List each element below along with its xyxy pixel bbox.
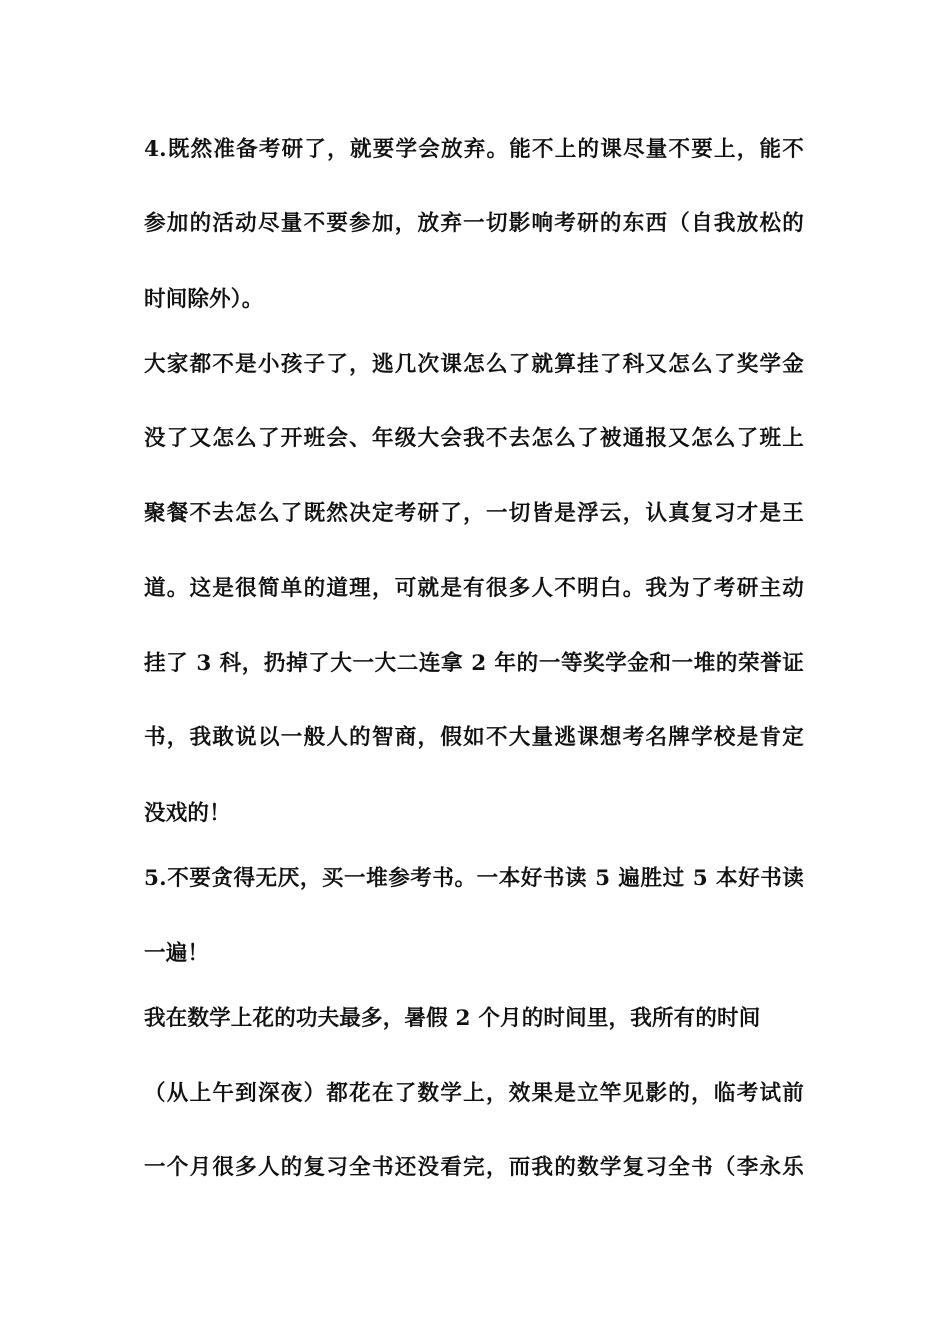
text-line-1: 4.既然准备考研了，就要学会放弃。能不上的课尽量不要上，能不 [144,137,804,162]
text-line-14: （从上午到深夜）都花在了数学上，效果是立竿见影的，临考试前 [144,1081,804,1106]
text-line-4: 大家都不是小孩子了，逃几次课怎么了就算挂了科又怎么了奖学金 [144,352,804,377]
text-line-5: 没了又怎么了开班会、年级大会我不去怎么了被通报又怎么了班上 [144,426,804,451]
text-line-10: 没戏的！ [144,801,231,826]
text-line-9: 书，我敢说以一般人的智商，假如不大量逃课想考名牌学校是肯定 [144,725,804,750]
text-line-11: 5.不要贪得无厌，买一堆参考书。一本好书读 5 遍胜过 5 本好书读 [144,866,804,891]
text-line-12: 一遍！ [144,941,210,966]
text-line-7: 道。这是很简单的道理，可就是有很多人不明白。我为了考研主动 [144,576,804,601]
text-line-8: 挂了 3 科，扔掉了大一大二连拿 2 年的一等奖学金和一堆的荣誉证 [144,651,804,676]
text-line-15: 一个月很多人的复习全书还没看完，而我的数学复习全书（李永乐 [144,1155,804,1180]
text-line-2: 参加的活动尽量不要参加，放弃一切影响考研的东西（自我放松的 [144,211,804,236]
text-line-3: 时间除外）。 [144,287,264,312]
text-line-6: 聚餐不去怎么了既然决定考研了，一切皆是浮云，认真复习才是王 [144,501,804,526]
text-line-13: 我在数学上花的功夫最多，暑假 2 个月的时间里，我所有的时间 [144,1006,761,1031]
